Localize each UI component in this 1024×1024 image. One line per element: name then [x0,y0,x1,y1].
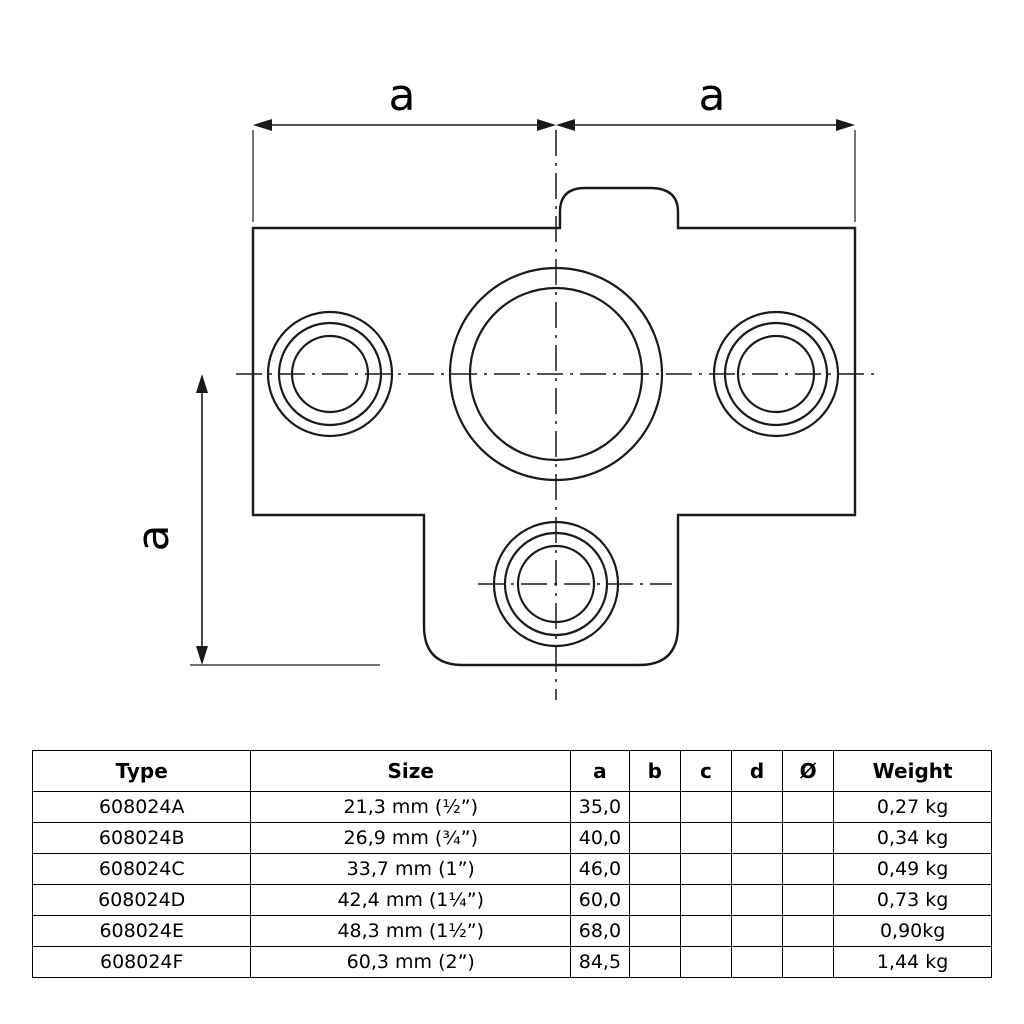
cell-a: 84,5 [571,947,630,978]
cell-diameter [783,854,834,885]
table-row [33,916,992,947]
cell-diameter [783,823,834,854]
cell-weight: 0,49 kg [834,854,992,885]
header-type: Type [33,751,251,792]
cell-c [680,792,731,823]
cell-b [629,854,680,885]
table-row [33,792,992,823]
cell-size: 33,7 mm (1”) [251,854,571,885]
cell-size: 60,3 mm (2”) [251,947,571,978]
cell-diameter [783,916,834,947]
table-row [33,947,992,978]
table-row [33,823,992,854]
cell-b [629,792,680,823]
header-b: b [629,751,680,792]
cell-type: 608024E [33,916,251,947]
spec-table [32,750,992,978]
cell-diameter [783,885,834,916]
cell-a: 46,0 [571,854,630,885]
dimension-label-top-left: a [388,70,416,121]
dimension-label-top-right: a [698,70,726,121]
cell-d [731,792,782,823]
cell-size: 42,4 mm (1¼”) [251,885,571,916]
cell-type: 608024B [33,823,251,854]
header-d: d [731,751,782,792]
cell-c [680,885,731,916]
cell-type: 608024F [33,947,251,978]
cell-d [731,916,782,947]
cell-a: 35,0 [571,792,630,823]
cell-b [629,885,680,916]
cell-b [629,947,680,978]
cell-type: 608024A [33,792,251,823]
cell-size: 26,9 mm (¾”) [251,823,571,854]
cell-diameter [783,792,834,823]
table-header-row [33,751,992,792]
header-a: a [571,751,630,792]
cell-b [629,916,680,947]
cell-size: 21,3 mm (½”) [251,792,571,823]
header-c: c [680,751,731,792]
cell-d [731,885,782,916]
cell-diameter [783,947,834,978]
table-row [33,885,992,916]
cell-d [731,854,782,885]
dimension-left-vertical [196,374,208,665]
cell-weight: 1,44 kg [834,947,992,978]
dimension-label-left-vertical: a [128,524,179,552]
cell-weight: 0,27 kg [834,792,992,823]
cell-c [680,854,731,885]
cell-d [731,947,782,978]
cell-weight: 0,90kg [834,916,992,947]
header-weight: Weight [834,751,992,792]
cell-d [731,823,782,854]
header-diameter: Ø [783,751,834,792]
cell-c [680,947,731,978]
table-row [33,854,992,885]
cell-type: 608024D [33,885,251,916]
header-size: Size [251,751,571,792]
cell-a: 68,0 [571,916,630,947]
spec-table-container [32,750,992,978]
fitting-outline [253,188,855,665]
cell-type: 608024C [33,854,251,885]
cell-a: 60,0 [571,885,630,916]
cell-c [680,823,731,854]
cell-b [629,823,680,854]
cell-a: 40,0 [571,823,630,854]
cell-size: 48,3 mm (1½”) [251,916,571,947]
cell-weight: 0,73 kg [834,885,992,916]
cell-weight: 0,34 kg [834,823,992,854]
cell-c [680,916,731,947]
